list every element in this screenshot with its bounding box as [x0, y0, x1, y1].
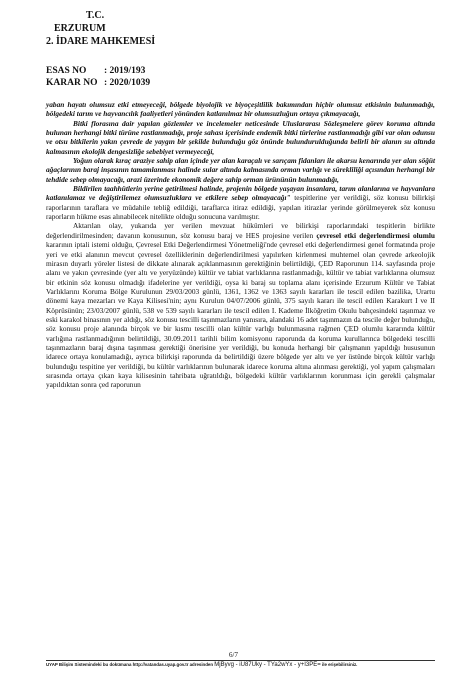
footer-note — [46, 662, 446, 668]
karar-no — [46, 78, 150, 88]
header-court: 2. İDARE MAHKEMESİ — [46, 36, 156, 47]
footer-access-code: MjByvg - iU87Uky - TYa2wYx - y+I3PE= — [214, 662, 321, 668]
paragraph-5 — [46, 221, 435, 389]
esas-no-value: : 2019/193 — [104, 66, 146, 76]
footer-text-end: ile erişebilirsiniz. — [322, 662, 358, 667]
paragraph-5-bold: çevresel etki değerlendirmesi olumlu — [316, 230, 435, 240]
page-number: 6/7 — [229, 651, 238, 659]
paragraph-5-rest: kararının iptali istemi olduğu, Çevresel Etki Değerlendirmesi Yönetmeliği'nde çevresel etki değerlendirmesi genel formatında proje yeri ve etki alanının mevcut çevresel özelliklerinin değerlendirilmesi yapılırken kirlenmesi muhtemel olan çevrede arkeolojik mirasın duyarlı yöreler listesi de dikkate alınarak açıklanmasının gerektiğinin belirtildiği, ÇED Raporunun 114. sayfasında proje alanı ve yakın çevresinde (yer altı ve yeryüzünde) kültür ve tabiat varlıklarına rastlanmadığı, kültür ve tabiat varlıklarına olumsuz bir etkinin söz konusu olmadığı ifadelerine yer verildiği, oysa ki baraj su toplama alanı içerisinde Erzurum Kültür ve Tabiat Varlıklarını Koruma Bölge Kurulunun 29/03/2003 günlü, 1361, 1362 ve 1363 sayılı kararları ile tescil edilen bazilika, Urartu dönemi kaya mezarları ve Kaya Kilisesi'nin; aynı Kurulun 04/07/2006 günlü, 375 sayılı kararı ile tescil edilen Karakurt I ve II Köprüsünün; 23/03/2007 günlü, 538 ve 539 sayılı kararları ile tescil edilen I. Kademe İlköğretim Okulu bahçesindeki taşınmaz ve eski karakol binasının yer aldığı, söz konusu tescilli taşınmazların yanısıra, alandaki 16 adet taşınmazın da tescile değer bulunduğu, söz konusu proje alanında birçok ve bir kısmı tescilli olan kültür varlığı bulunmasına rağmen ÇED olumlu kararında kültür varlığına rastlanmadığının belirtildiği, 30.09.2011 tarihli bilim komisyonu raporunda da koruma kurullarınca bölgedeki tescilli taşınmazların baraj dışına taşınması gerektiği önerisine yer verildiği, bu konuda herhangi bir çalışmanın yapıldığı hususunun idarece ortaya konulamadığı, ayrıca bilirkişi raporunda da belirtildiği üzere bölgede yer altı ve yer üstünde birçok kültür varlığı bulunduğu tespitine yer verildiği, bu kültür varlıklarının bulunarak idarece koruma altına alınması gerektiği, yol yapım çalışmaları sırasında ortaya çıkan kaya kilisesinin tahribata uğratıldığı, bölgedeki kültür varlıklarının korunması için gerekli çalışmalar yapıldıktan sonra çed raporunun — [46, 240, 435, 390]
footer-divider — [46, 660, 435, 661]
paragraph-2: Bitki florasına dair yapılan gözlemler ve incelemeler neticesinde Uluslararası Sözleşmelere görev koruma altında bulunan herhangi bitki türüne rastlanmadığı, proje sahası içerisinde endemik bitki türlerine rastlanmadığı gibi var olan odunsu ve otsu bitkilerin yakın çevrede de yaygın bir şekilde bulunduğu göz önünde bulundurulduğunda belirli bir alanın su altında kalmasının ekolojik dengesizliğe sebebiyet vermeyeceği, — [46, 118, 435, 156]
esas-no-label: ESAS NO — [46, 66, 87, 76]
header-tc: T.C. — [86, 10, 105, 21]
header-city: ERZURUM — [54, 23, 106, 34]
paragraph-1: yaban hayatı olumsuz etki etmeyeceği, bölgede biyolojik ve biyoçeşitlilik bakımından hiçbir olumsuz etkisinin bulunmadığı, bölgedeki tarım ve hayvancılık faaliyetleri yönünden katlanılmaz bir olumsuzluğun ortaya çıkmayacağı, — [46, 100, 435, 119]
document-body — [46, 100, 435, 390]
paragraph-5-start: Aktarılan olay, yukarıda yer verilen mevzuat hükümleri ve bilirkişi raporlarındaki tespitlerin birlikte değerlendirilmesinden; davanın konusunun, söz konusu baraj ve HES projesine verilen — [46, 221, 435, 240]
esas-no — [46, 66, 145, 76]
karar-no-label: KARAR NO — [46, 78, 98, 88]
paragraph-4-italic: Bildirilen taahhütlerin yerine getirilmesi halinde, projenin bölgede yaşayan insanlara, tarım alanlarına ve hayvanlara katlanılamaz ve değiştirilemez olumsuzluklara ve etkilere sebep olmayacağı" — [46, 184, 435, 203]
paragraph-4-rest: tespitlerine yer verildiği, söz konusu bilirkişi raporlarının taraflara ve müdahile tebliğ edildiği, taraflarca itiraz edildiği, yapılan itirazlar yerinde görülmeyerek söz konusu raporların hükme esas alınabilecek nitelikte olduğu sonucuna varılmıştır. — [46, 193, 436, 222]
karar-no-value: : 2020/1039 — [104, 78, 151, 88]
paragraph-4 — [46, 184, 435, 221]
paragraph-3: Yoğun olarak kıraç araziye sahip alan içinde yer alan karaçalı ve sarıçam fidanları ile akarsu kenarında yer alan söğüt ağaçlarının baraj inşasının tamamlanması halinde sular altında kalmasında orman varlığı ve sürekliliği açısından herhangi bir tehdide sebep olmayacağı, arazi üzerinde ekonomik değere sahip orman ürününün bulunmadığı, — [46, 156, 435, 184]
footer-text-start: UYAP Bilişim Sistemindeki bu dokümana http://vatandas.uyap.gov.tr adresinden — [46, 662, 214, 667]
